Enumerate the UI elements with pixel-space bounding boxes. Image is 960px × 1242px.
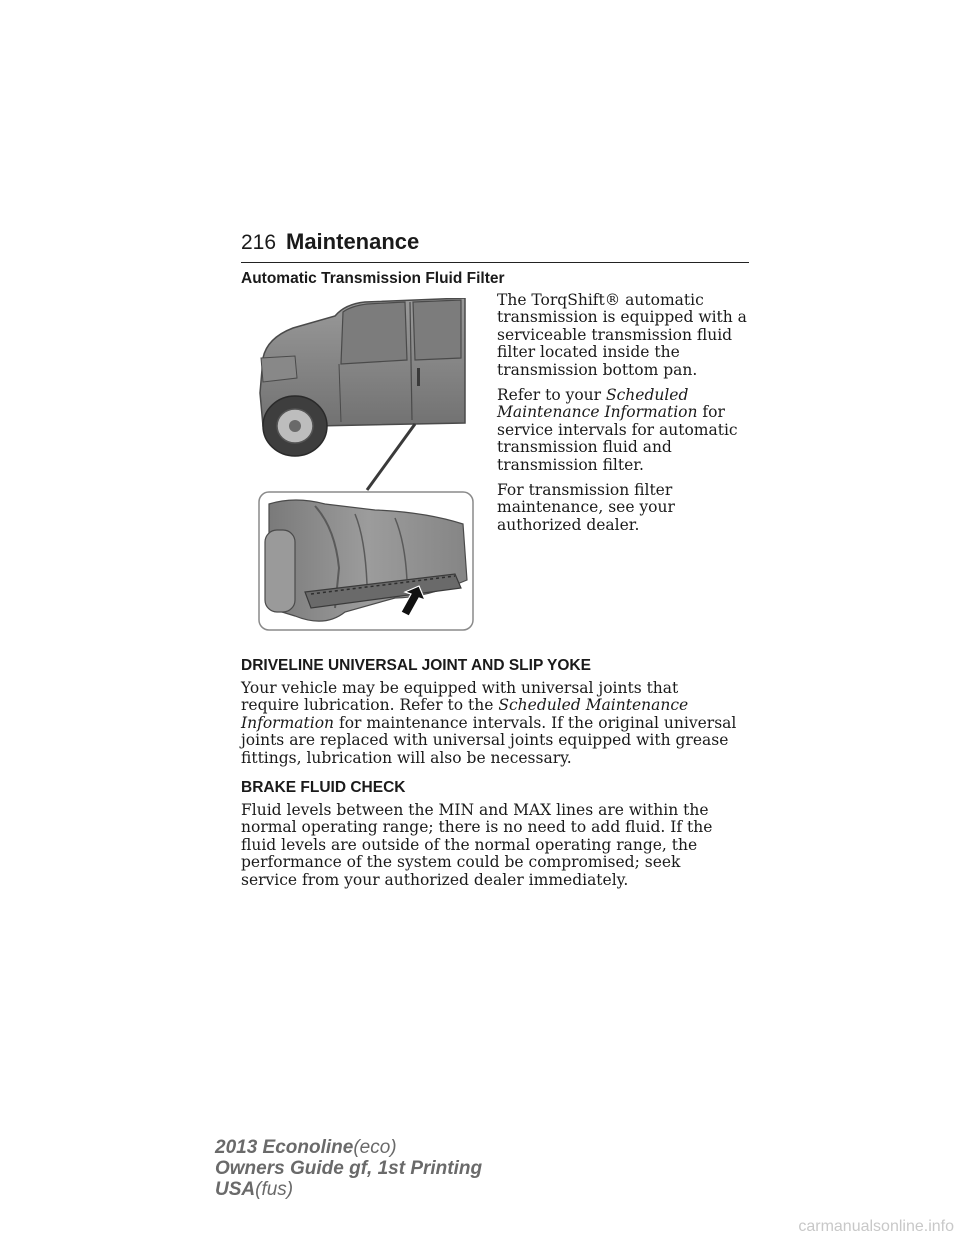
atf-paragraph-1: The TorqShift® automatic transmission is equipped with a serviceable transmission fluid filter located inside the transmission bottom pan.: [497, 291, 747, 379]
van-illustration: [260, 298, 465, 456]
footer-line-2: [215, 1158, 482, 1179]
atf-filter-text: [497, 292, 752, 542]
atf-p2-text: Refer to your: [497, 386, 606, 405]
transmission-inset: [259, 492, 473, 630]
driveline-heading: DRIVELINE UNIVERSAL JOINT AND SLIP YOKE: [241, 657, 591, 674]
brake-fluid-text: Fluid levels between the MIN and MAX lines are within the normal operating range; there is no need to add fluid. If the fluid levels are outside of the normal operating range, the performance of the system could be compromised; seek service from your authorized dealer immediately.: [241, 801, 713, 889]
atf-filter-heading: Automatic Transmission Fluid Filter: [241, 270, 505, 287]
atf-paragraph-2: [497, 387, 752, 474]
footer-model-code: (eco): [353, 1137, 397, 1158]
footer-model: 2013 Econoline: [215, 1137, 354, 1158]
watermark: carmanualsonline.info: [798, 1218, 954, 1235]
scheduled-maintenance-ref-2: Scheduled Maintenance Information: [241, 696, 689, 732]
footer-line-1: [215, 1137, 482, 1158]
footer-market: USA: [215, 1179, 256, 1200]
driveline-text: [241, 680, 741, 767]
pointer-line: [367, 424, 415, 490]
transmission-filter-illustration: [255, 298, 477, 634]
driveline-text-b: for maintenance intervals. If the original universal joints are replaced with universal joints equipped with grease fittings, lubrication will also be necessary.: [241, 713, 737, 767]
footer-guide: Owners Guide gf, 1st Printing: [215, 1158, 483, 1179]
atf-paragraph-3: For transmission filter maintenance, see your authorized dealer.: [497, 481, 675, 534]
scheduled-maintenance-ref: Scheduled Maintenance Information: [497, 386, 698, 422]
driveline-text-a: Your vehicle may be equipped with universal joints that require lubrication. Refer to the: [241, 679, 679, 715]
footer-line-3: [215, 1179, 482, 1200]
footer-market-code: (fus): [255, 1179, 294, 1200]
section-title: Maintenance: [286, 229, 420, 254]
brake-fluid-heading: BRAKE FLUID CHECK: [241, 779, 406, 796]
page-footer: [215, 1137, 482, 1200]
atf-p2-text-end: for service intervals for automatic transmission fluid and transmission filter.: [497, 403, 738, 474]
page-header: [241, 228, 749, 263]
page-number: 216: [241, 231, 277, 254]
